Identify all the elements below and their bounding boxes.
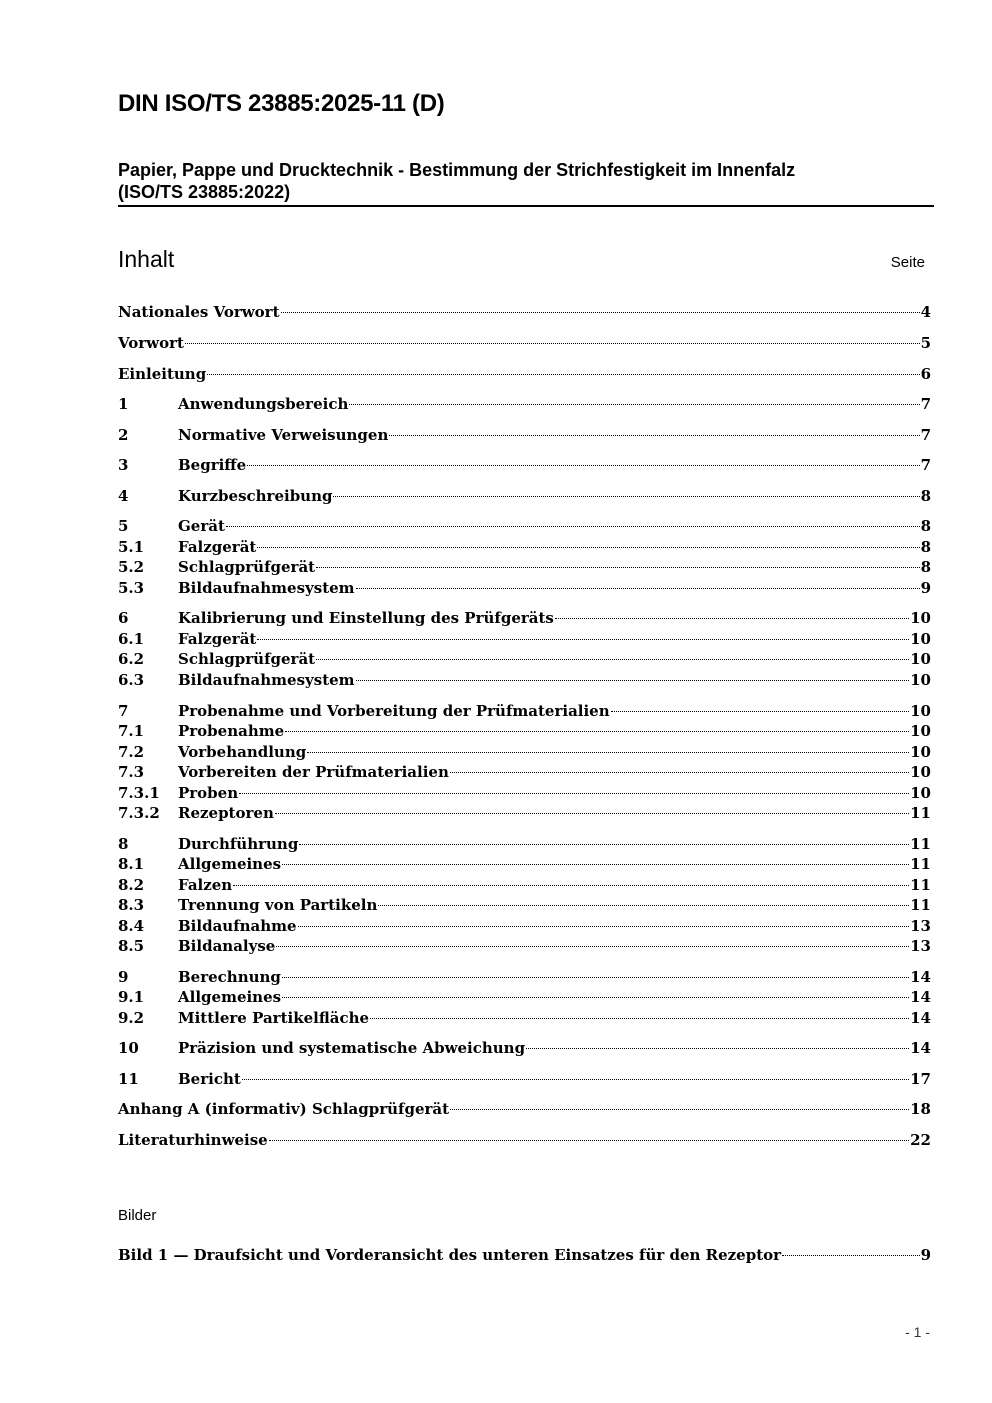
toc-entry[interactable] (118, 302, 931, 322)
toc-entry-page: 22 (910, 1131, 931, 1149)
figures-heading: Bilder (118, 1207, 157, 1224)
toc-entry-page: 7 (920, 395, 931, 413)
toc-entry-number: 9.2 (118, 1009, 145, 1027)
toc-entry-number: 6.3 (118, 671, 145, 689)
toc-entry[interactable] (118, 537, 931, 557)
toc-entry-page: 8 (920, 517, 931, 535)
dot-leader (378, 905, 909, 906)
dot-leader (450, 1109, 909, 1110)
toc-entry-page: 9 (920, 579, 931, 597)
toc-entry-number: 7 (118, 702, 129, 720)
toc-entry[interactable] (118, 783, 931, 803)
dot-leader (316, 567, 919, 568)
toc-entry[interactable] (118, 629, 931, 649)
toc-entry-title: Gerät (178, 517, 225, 535)
toc-entry-title: Normative Verweisungen (178, 426, 389, 444)
toc-entry[interactable] (118, 987, 931, 1007)
toc-entry-number: 8.4 (118, 917, 145, 935)
toc-entry-number: 2 (118, 426, 129, 444)
toc-entry-page: 10 (910, 609, 931, 627)
toc-entry-title: Einleitung (118, 365, 207, 383)
toc-entry-number: 1 (118, 395, 129, 413)
dot-leader (282, 864, 909, 865)
toc-entry-title: Vorbereiten der Prüfmaterialien (178, 763, 449, 781)
toc-entry-title: Anwendungsbereich (178, 395, 349, 413)
figure-entry-title: Bild 1 — Draufsicht und Vorderansicht des unteren Einsatzes für den Rezeptor (118, 1246, 782, 1264)
toc-entry[interactable] (118, 1008, 931, 1028)
dot-leader (782, 1255, 920, 1256)
toc-entry-title: Durchführung (178, 835, 299, 853)
toc-entry-title: Schlagprüfgerät (178, 650, 316, 668)
toc-entry-title: Bildanalyse (178, 937, 276, 955)
toc-entry-page: 14 (910, 968, 931, 986)
toc-entry-page: 10 (910, 671, 931, 689)
toc-entry[interactable] (118, 916, 931, 936)
toc-entry-number: 8.3 (118, 896, 145, 914)
toc-entry-title: Kurzbeschreibung (178, 487, 333, 505)
toc-entry-number: 8 (118, 835, 129, 853)
dot-leader (257, 547, 919, 548)
toc-entry-page: 14 (910, 988, 931, 1006)
dot-leader (282, 977, 909, 978)
page-column-label: Seite (890, 254, 925, 271)
subtitle-divider (118, 205, 934, 207)
toc-entry[interactable] (118, 803, 931, 823)
subtitle-line-2: (ISO/TS 23885:2022) (118, 182, 291, 202)
toc-entry[interactable] (118, 486, 931, 506)
toc-entry-number: 9.1 (118, 988, 145, 1006)
toc-entry-page: 10 (910, 630, 931, 648)
toc-entry-title: Präzision und systematische Abweichung (178, 1039, 526, 1057)
toc-entry-page: 6 (920, 365, 931, 383)
dot-leader (370, 1018, 909, 1019)
toc-entry-number: 7.1 (118, 722, 145, 740)
dot-leader (333, 496, 919, 497)
toc-entry-page: 17 (910, 1070, 931, 1088)
figure-entry[interactable] (118, 1245, 931, 1265)
toc-entry-page: 5 (920, 334, 931, 352)
toc-entry-page: 11 (910, 804, 931, 822)
toc-entry[interactable] (118, 834, 931, 854)
toc-entry-page: 4 (920, 303, 931, 321)
toc-entry[interactable] (118, 721, 931, 741)
dot-leader (299, 844, 909, 845)
toc-entry[interactable] (118, 854, 931, 874)
toc-entry-page: 10 (910, 722, 931, 740)
toc-entry[interactable] (118, 516, 931, 536)
dot-leader (269, 1140, 909, 1141)
dot-leader (285, 731, 909, 732)
toc-entry-number: 7.3.2 (118, 804, 160, 822)
toc-entry-number: 8.5 (118, 937, 145, 955)
dot-leader (257, 639, 909, 640)
toc-entry-number: 5.2 (118, 558, 145, 576)
toc-entry-number: 7.3 (118, 763, 145, 781)
toc-entry-page: 13 (910, 937, 931, 955)
dot-leader (298, 926, 910, 927)
toc-entry[interactable] (118, 895, 931, 915)
toc-entry-title: Bericht (178, 1070, 241, 1088)
toc-entry-page: 14 (910, 1009, 931, 1027)
dot-leader (356, 588, 920, 589)
toc-entry-title: Rezeptoren (178, 804, 274, 822)
toc-entry-page: 8 (920, 487, 931, 505)
toc-entry-page: 7 (920, 426, 931, 444)
toc-entry[interactable] (118, 1130, 931, 1150)
toc-entry-title: Bildaufnahme (178, 917, 297, 935)
toc-entry-number: 5.3 (118, 579, 145, 597)
toc-entry-title: Begriffe (178, 456, 247, 474)
toc-entry-title: Probenahme (178, 722, 285, 740)
toc-entry[interactable] (118, 701, 931, 721)
dot-leader (239, 793, 909, 794)
toc-entry-title: Nationales Vorwort (118, 303, 280, 321)
toc-entry-title: Falzen (178, 876, 233, 894)
toc-entry-page: 10 (910, 784, 931, 802)
toc-entry-title: Literaturhinweise (118, 1131, 268, 1149)
toc-entry[interactable] (118, 578, 931, 598)
dot-leader (233, 885, 909, 886)
toc-heading: Inhalt (118, 246, 175, 272)
dot-leader (555, 618, 909, 619)
toc-entry[interactable] (118, 670, 931, 690)
toc-entry[interactable] (118, 936, 931, 956)
figure-entry-page: 9 (920, 1246, 931, 1264)
toc-entry[interactable] (118, 762, 931, 782)
toc-entry-page: 8 (920, 538, 931, 556)
toc-entry[interactable] (118, 455, 931, 475)
toc-entry[interactable] (118, 649, 931, 669)
dot-leader (307, 752, 909, 753)
toc-entry[interactable] (118, 1069, 931, 1089)
toc-entry-number: 9 (118, 968, 129, 986)
toc-entry-title: Vorwort (118, 334, 184, 352)
dot-leader (611, 711, 909, 712)
toc-entry-title: Anhang A (informativ) Schlagprüfgerät (118, 1100, 450, 1118)
toc-entry-page: 10 (910, 763, 931, 781)
dot-leader (281, 312, 920, 313)
toc-entry-number: 6.2 (118, 650, 145, 668)
toc-entry-title: Kalibrierung und Einstellung des Prüfgeräts (178, 609, 554, 627)
dot-leader (185, 343, 920, 344)
toc-entry-number: 8.1 (118, 855, 145, 873)
toc-entry-page: 8 (920, 558, 931, 576)
toc-entry-number: 7.2 (118, 743, 145, 761)
document-title: DIN ISO/TS 23885:2025-11 (D) (118, 90, 445, 117)
toc-entry[interactable] (118, 967, 931, 987)
toc-entry-title: Falzgerät (178, 630, 257, 648)
toc-entry-number: 11 (118, 1070, 139, 1088)
subtitle-line-1: Papier, Pappe und Drucktechnik - Bestimmung der Strichfestigkeit im Innenfalz (118, 160, 796, 180)
toc-entry-page: 11 (910, 896, 931, 914)
toc-entry-title: Proben (178, 784, 239, 802)
toc-entry[interactable] (118, 557, 931, 577)
toc-entry-page: 10 (910, 702, 931, 720)
toc-entry-title: Falzgerät (178, 538, 257, 556)
toc-entry[interactable] (118, 394, 931, 414)
toc-entry[interactable] (118, 1038, 931, 1058)
toc-entry-number: 6.1 (118, 630, 145, 648)
toc-entry[interactable] (118, 425, 931, 445)
dot-leader (450, 772, 909, 773)
dot-leader (389, 435, 919, 436)
toc-entry-number: 10 (118, 1039, 139, 1057)
toc-entry-page: 13 (910, 917, 931, 935)
document-subtitle (118, 159, 933, 203)
dot-leader (276, 946, 909, 947)
page-number: - 1 - (905, 1324, 930, 1340)
toc-entry-page: 11 (910, 855, 931, 873)
toc-entry-title: Schlagprüfgerät (178, 558, 316, 576)
toc-entry-page: 18 (910, 1100, 931, 1118)
toc-entry-page: 11 (910, 835, 931, 853)
toc-entry[interactable] (118, 742, 931, 762)
toc-entry-title: Bildaufnahmesystem (178, 671, 355, 689)
toc-entry-title: Mittlere Partikelfläche (178, 1009, 370, 1027)
toc-entry-number: 5 (118, 517, 129, 535)
toc-entry[interactable] (118, 333, 931, 353)
toc-entry-title: Probenahme und Vorbereitung der Prüfmaterialien (178, 702, 610, 720)
dot-leader (356, 680, 910, 681)
toc-entry-page: 10 (910, 743, 931, 761)
toc-entry[interactable] (118, 1099, 931, 1119)
toc-entry-page: 14 (910, 1039, 931, 1057)
toc-entry[interactable] (118, 875, 931, 895)
toc-entry-number: 3 (118, 456, 129, 474)
toc-entry-page: 11 (910, 876, 931, 894)
toc-entry-number: 7.3.1 (118, 784, 160, 802)
toc-entry-page: 7 (920, 456, 931, 474)
toc-entry-title: Vorbehandlung (178, 743, 307, 761)
toc-entry-title: Bildaufnahmesystem (178, 579, 355, 597)
toc-entry-number: 4 (118, 487, 129, 505)
toc-entry-number: 6 (118, 609, 129, 627)
toc-entry-title: Allgemeines (178, 988, 282, 1006)
toc-entry[interactable] (118, 364, 931, 384)
toc-entry-title: Allgemeines (178, 855, 282, 873)
dot-leader (207, 374, 919, 375)
dot-leader (349, 404, 919, 405)
dot-leader (316, 659, 909, 660)
dot-leader (526, 1048, 909, 1049)
dot-leader (226, 526, 920, 527)
dot-leader (247, 465, 919, 466)
toc-entry-page: 10 (910, 650, 931, 668)
dot-leader (242, 1079, 909, 1080)
toc-entry-title: Trennung von Partikeln (178, 896, 378, 914)
toc-entry-number: 5.1 (118, 538, 145, 556)
dot-leader (282, 997, 909, 998)
dot-leader (275, 813, 909, 814)
toc-entry-number: 8.2 (118, 876, 145, 894)
toc-entry-title: Berechnung (178, 968, 281, 986)
toc-entry[interactable] (118, 608, 931, 628)
